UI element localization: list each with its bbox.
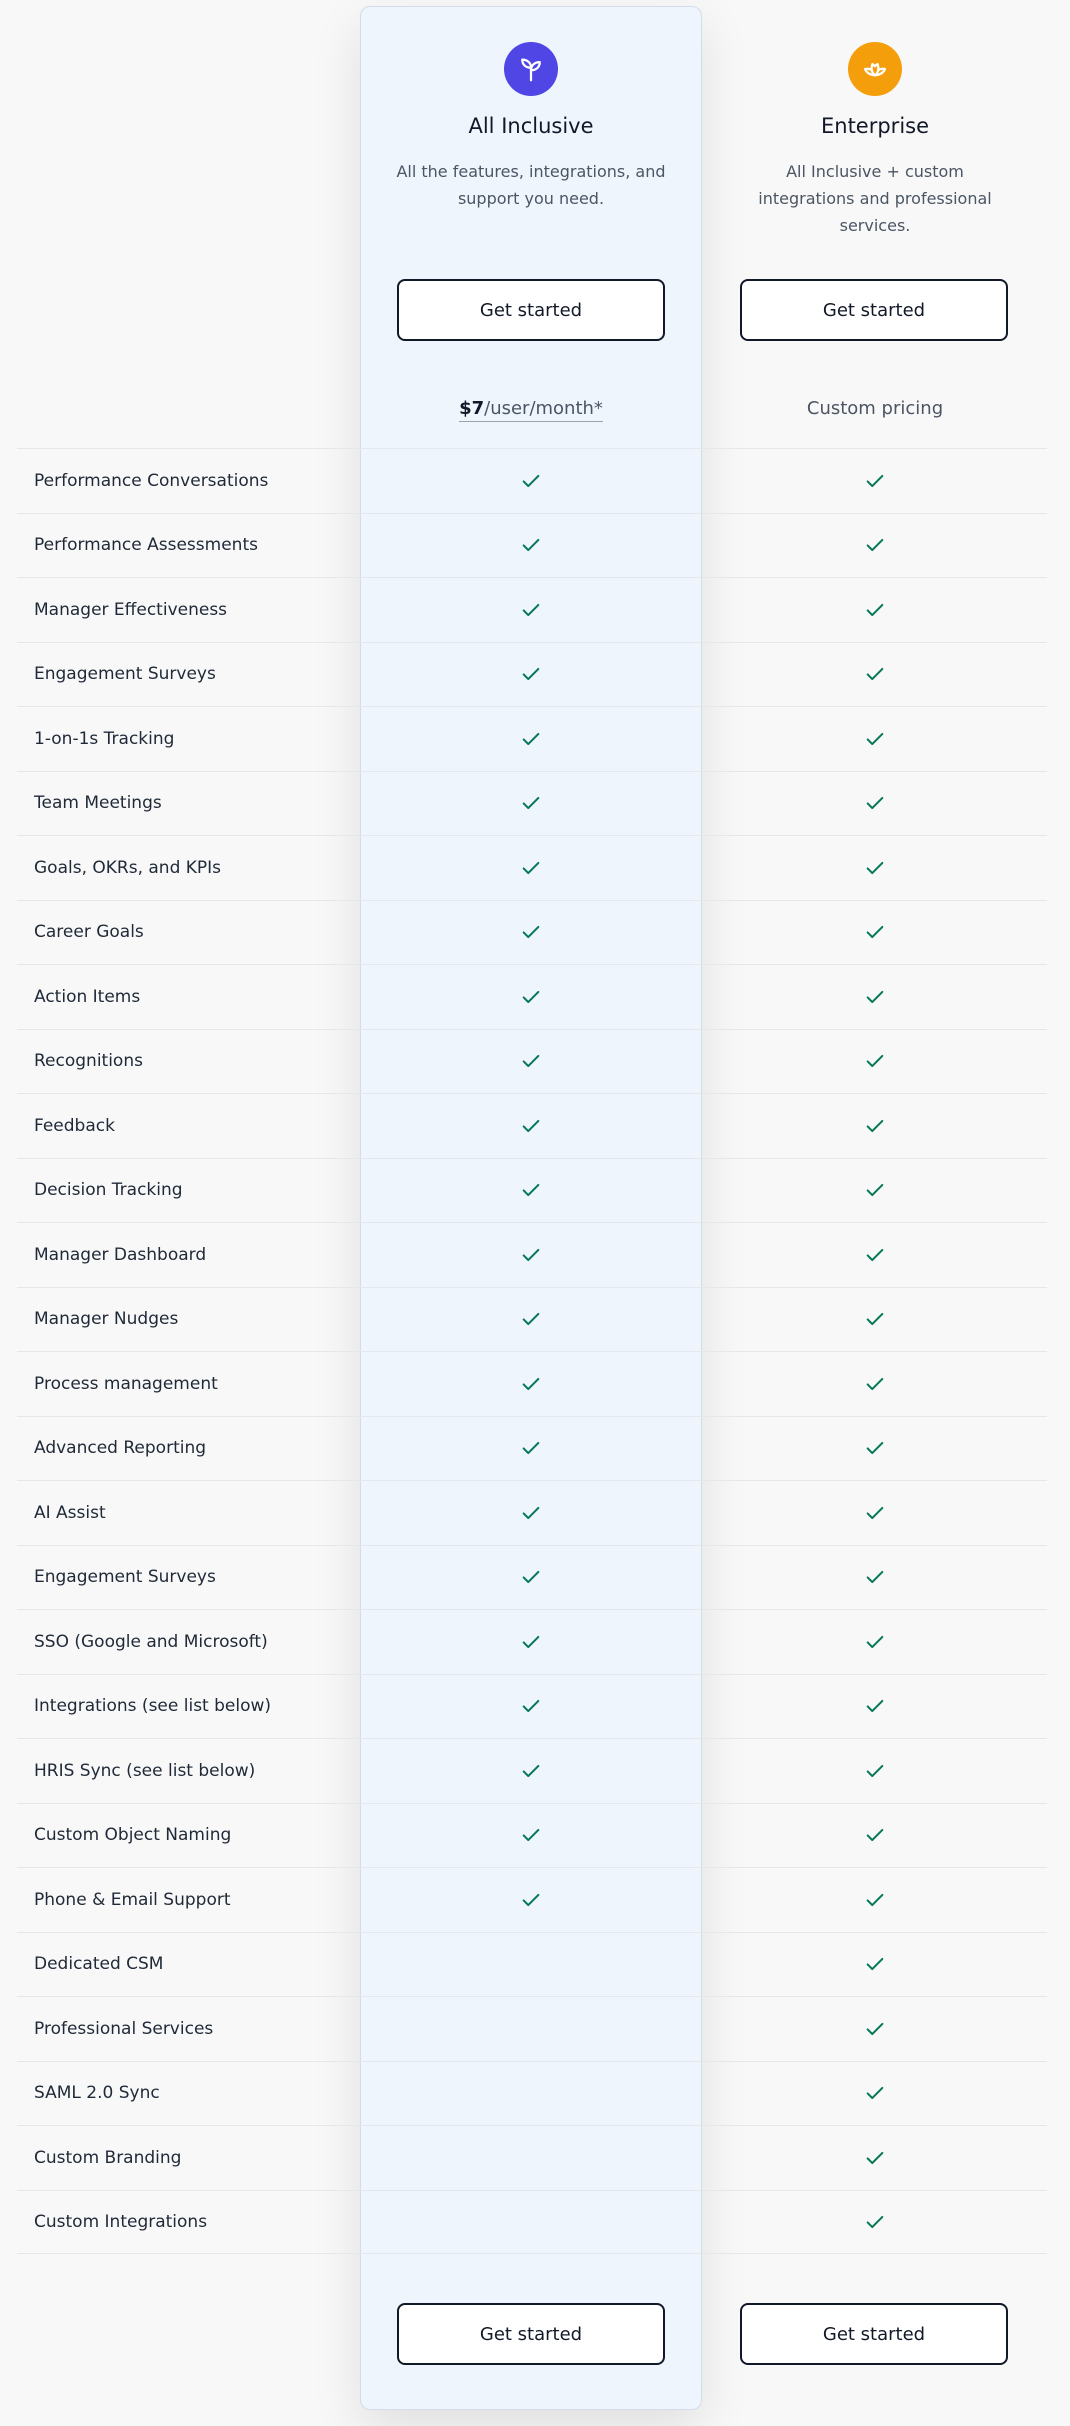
- feature-label: Engagement Surveys: [34, 1567, 216, 1588]
- all-inclusive-cell: [360, 1868, 702, 1932]
- table-row: [17, 1029, 1047, 1094]
- table-row: [17, 2125, 1047, 2190]
- table-row: [17, 577, 1047, 642]
- enterprise-cell: [704, 643, 1046, 707]
- all-inclusive-cell: [360, 514, 702, 578]
- all-inclusive-cell: [360, 1933, 702, 1997]
- check-icon: [520, 1566, 542, 1588]
- feature-label: Manager Dashboard: [34, 1244, 207, 1265]
- check-icon: [864, 1308, 886, 1330]
- price-link[interactable]: [459, 398, 603, 422]
- check-icon: [520, 1115, 542, 1137]
- all-inclusive-cell: [360, 1997, 702, 2061]
- table-row: [17, 1674, 1047, 1739]
- enterprise-cell: [704, 965, 1046, 1029]
- all-inclusive-cell: [360, 1739, 702, 1803]
- table-row: [17, 1932, 1047, 1997]
- feature-label: Custom Integrations: [34, 2211, 208, 2232]
- enterprise-cell: [704, 1417, 1046, 1481]
- enterprise-plan-header: [704, 0, 1046, 239]
- feature-label: Decision Tracking: [34, 1180, 183, 1201]
- feature-label: SSO (Google and Microsoft): [34, 1631, 268, 1652]
- all-inclusive-cell: [360, 2062, 702, 2126]
- all-inclusive-cell: [360, 1675, 702, 1739]
- all-inclusive-cell: [360, 643, 702, 707]
- all-inclusive-get-started-button-bottom[interactable]: Get started: [397, 2303, 665, 2365]
- feature-label: Integrations (see list below): [34, 1696, 272, 1717]
- enterprise-cell: [704, 1288, 1046, 1352]
- check-icon: [864, 1760, 886, 1782]
- enterprise-cell: [704, 1352, 1046, 1416]
- all-inclusive-plan-header: [360, 0, 702, 212]
- plan-description: All Inclusive + custom integrations and professional services.: [758, 162, 992, 235]
- feature-label: Custom Branding: [34, 2147, 182, 2168]
- check-icon: [520, 792, 542, 814]
- check-icon: [520, 1308, 542, 1330]
- check-icon: [864, 1502, 886, 1524]
- check-icon: [864, 986, 886, 1008]
- check-icon: [864, 921, 886, 943]
- enterprise-price: Custom pricing: [806, 398, 944, 419]
- check-icon: [864, 470, 886, 492]
- all-inclusive-cell: [360, 1094, 702, 1158]
- table-row: [17, 1480, 1047, 1545]
- feature-label: Action Items: [34, 986, 141, 1007]
- all-inclusive-cell: [360, 965, 702, 1029]
- all-inclusive-cell: [360, 2191, 702, 2254]
- check-icon: [520, 1373, 542, 1395]
- check-icon: [520, 857, 542, 879]
- check-icon: [520, 1760, 542, 1782]
- check-icon: [520, 1631, 542, 1653]
- all-inclusive-cell: [360, 707, 702, 771]
- check-icon: [864, 599, 886, 621]
- all-inclusive-cell: [360, 2126, 702, 2190]
- table-row: [17, 1093, 1047, 1158]
- plan-name: All Inclusive: [468, 114, 594, 138]
- table-row: [17, 2190, 1047, 2255]
- price-amount: $7: [459, 398, 485, 419]
- feature-label: HRIS Sync (see list below): [34, 1760, 256, 1781]
- table-row: [17, 1351, 1047, 1416]
- feature-label: SAML 2.0 Sync: [34, 2083, 160, 2104]
- enterprise-cell: [704, 514, 1046, 578]
- all-inclusive-cell: [360, 578, 702, 642]
- check-icon: [864, 1050, 886, 1072]
- table-row: [17, 900, 1047, 965]
- check-icon: [864, 2211, 886, 2233]
- feature-label: Dedicated CSM: [34, 1954, 164, 1975]
- all-inclusive-cell: [360, 1610, 702, 1674]
- check-icon: [520, 1244, 542, 1266]
- feature-label: Phone & Email Support: [34, 1889, 231, 1910]
- enterprise-get-started-button[interactable]: Get started: [740, 279, 1008, 341]
- table-row: [17, 2061, 1047, 2126]
- check-icon: [520, 1824, 542, 1846]
- sprout-icon: [504, 42, 558, 96]
- lotus-icon: [848, 42, 902, 96]
- table-row: [17, 1287, 1047, 1352]
- feature-label: Goals, OKRs, and KPIs: [34, 857, 222, 878]
- check-icon: [864, 1889, 886, 1911]
- feature-label: Feedback: [34, 1115, 115, 1136]
- all-inclusive-cell: [360, 836, 702, 900]
- check-icon: [864, 1566, 886, 1588]
- table-row: [17, 706, 1047, 771]
- feature-label: Advanced Reporting: [34, 1438, 207, 1459]
- enterprise-cell: [704, 1868, 1046, 1932]
- feature-label: Process management: [34, 1373, 218, 1394]
- feature-label: Performance Assessments: [34, 535, 258, 556]
- check-icon: [520, 1695, 542, 1717]
- check-icon: [864, 2082, 886, 2104]
- check-icon: [520, 663, 542, 685]
- table-row: [17, 1738, 1047, 1803]
- check-icon: [520, 1889, 542, 1911]
- check-icon: [864, 1179, 886, 1201]
- check-icon: [520, 728, 542, 750]
- check-icon: [520, 1050, 542, 1072]
- table-row: [17, 771, 1047, 836]
- enterprise-cell: [704, 901, 1046, 965]
- check-icon: [864, 534, 886, 556]
- check-icon: [864, 1373, 886, 1395]
- enterprise-cell: [704, 1030, 1046, 1094]
- check-icon: [864, 1824, 886, 1846]
- enterprise-cell: [704, 772, 1046, 836]
- check-icon: [520, 1179, 542, 1201]
- check-icon: [864, 2147, 886, 2169]
- enterprise-cell: [704, 1481, 1046, 1545]
- plan-description: All the features, integrations, and support you need.: [396, 162, 666, 208]
- table-row: [17, 835, 1047, 900]
- all-inclusive-cell: [360, 1546, 702, 1610]
- check-icon: [864, 792, 886, 814]
- all-inclusive-cell: [360, 901, 702, 965]
- feature-comparison-table: [17, 448, 1047, 2254]
- all-inclusive-cell: [360, 1288, 702, 1352]
- enterprise-cell: [704, 578, 1046, 642]
- feature-label: Recognitions: [34, 1051, 143, 1072]
- feature-label: Engagement Surveys: [34, 664, 216, 685]
- table-row: [17, 1609, 1047, 1674]
- table-row: [17, 1996, 1047, 2061]
- feature-label: Manager Nudges: [34, 1309, 179, 1330]
- enterprise-cell: [704, 1094, 1046, 1158]
- feature-label: Team Meetings: [34, 793, 162, 814]
- table-row: [17, 1222, 1047, 1287]
- enterprise-cell: [704, 836, 1046, 900]
- all-inclusive-cell: [360, 1223, 702, 1287]
- feature-label: Custom Object Naming: [34, 1825, 232, 1846]
- enterprise-cell: [704, 1159, 1046, 1223]
- table-row: [17, 1867, 1047, 1932]
- enterprise-cell: [704, 1546, 1046, 1610]
- enterprise-cell: [704, 1933, 1046, 1997]
- check-icon: [520, 1437, 542, 1459]
- enterprise-cell: [704, 1610, 1046, 1674]
- enterprise-cell: [704, 1804, 1046, 1868]
- table-row: [17, 448, 1047, 513]
- all-inclusive-cell: [360, 1481, 702, 1545]
- all-inclusive-cell: [360, 772, 702, 836]
- plan-name: Enterprise: [820, 114, 930, 138]
- enterprise-cell: [704, 1223, 1046, 1287]
- check-icon: [864, 1244, 886, 1266]
- check-icon: [864, 857, 886, 879]
- price-unit: /user/month*: [484, 398, 603, 419]
- all-inclusive-cell: [360, 1159, 702, 1223]
- enterprise-cell: [704, 1997, 1046, 2061]
- check-icon: [864, 663, 886, 685]
- enterprise-cell: [704, 2191, 1046, 2254]
- check-icon: [520, 1502, 542, 1524]
- enterprise-get-started-button-bottom[interactable]: Get started: [740, 2303, 1008, 2365]
- table-row: [17, 642, 1047, 707]
- table-row: [17, 1545, 1047, 1610]
- all-inclusive-cell: [360, 1417, 702, 1481]
- enterprise-cell: [704, 2126, 1046, 2190]
- check-icon: [864, 1631, 886, 1653]
- feature-label: AI Assist: [34, 1502, 106, 1523]
- check-icon: [520, 986, 542, 1008]
- check-icon: [864, 1437, 886, 1459]
- feature-label: Performance Conversations: [34, 470, 269, 491]
- all-inclusive-cell: [360, 1352, 702, 1416]
- all-inclusive-cell: [360, 449, 702, 513]
- enterprise-cell: [704, 449, 1046, 513]
- check-icon: [520, 599, 542, 621]
- table-row: [17, 1416, 1047, 1481]
- all-inclusive-get-started-button[interactable]: Get started: [397, 279, 665, 341]
- enterprise-cell: [704, 1675, 1046, 1739]
- all-inclusive-cell: [360, 1030, 702, 1094]
- enterprise-cell: [704, 707, 1046, 771]
- check-icon: [864, 2018, 886, 2040]
- all-inclusive-cell: [360, 1804, 702, 1868]
- all-inclusive-price: [360, 398, 702, 428]
- feature-label: Career Goals: [34, 922, 144, 943]
- check-icon: [520, 534, 542, 556]
- table-row: [17, 513, 1047, 578]
- check-icon: [864, 1953, 886, 1975]
- check-icon: [864, 1115, 886, 1137]
- table-row: [17, 964, 1047, 1029]
- feature-label: Professional Services: [34, 2018, 214, 2039]
- check-icon: [520, 470, 542, 492]
- table-row: [17, 1158, 1047, 1223]
- feature-label: Manager Effectiveness: [34, 599, 228, 620]
- enterprise-cell: [704, 2062, 1046, 2126]
- check-icon: [864, 1695, 886, 1717]
- check-icon: [520, 921, 542, 943]
- feature-label: 1-on-1s Tracking: [34, 728, 175, 749]
- enterprise-cell: [704, 1739, 1046, 1803]
- table-row: [17, 1803, 1047, 1868]
- check-icon: [864, 728, 886, 750]
